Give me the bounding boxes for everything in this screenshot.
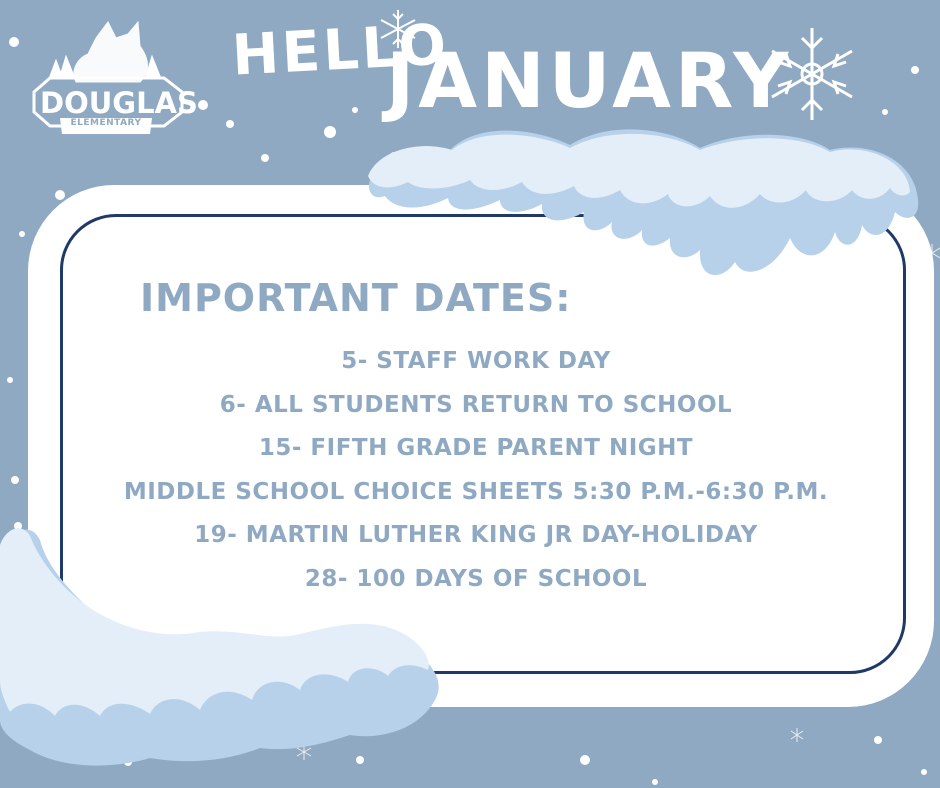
title-hello: HELLO xyxy=(230,12,451,89)
date-item: 5- STAFF WORK DAY xyxy=(341,348,611,374)
date-item: MIDDLE SCHOOL CHOICE SHEETS 5:30 P.M.-6:30 P.M. xyxy=(123,478,829,505)
title-month: JANUARY xyxy=(386,36,793,125)
dates-list xyxy=(0,340,940,601)
logo-school-subtitle: ELEMENTARY xyxy=(70,118,142,128)
date-item: 6- ALL STUDENTS RETURN TO SCHOOL xyxy=(219,391,733,418)
logo-school-name: DOUGLAS xyxy=(40,86,198,120)
date-item: 28- 100 DAYS OF SCHOOL xyxy=(304,565,648,592)
date-item: 15- FIFTH GRADE PARENT NIGHT xyxy=(258,435,694,461)
date-item: 19- MARTIN LUTHER KING JR DAY-HOLIDAY xyxy=(194,522,758,548)
dates-heading: IMPORTANT DATES: xyxy=(140,276,572,320)
